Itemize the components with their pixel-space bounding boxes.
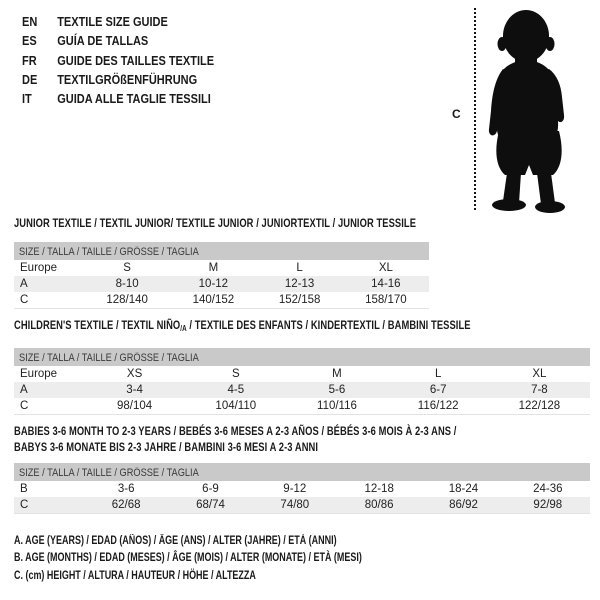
cell: 68/74 xyxy=(168,497,252,514)
size-header-label: SIZE / TALLA / TAILLE / GRÖSSE / TAGLIA xyxy=(19,246,199,258)
table-row-age xyxy=(14,276,429,292)
cell: 24-36 xyxy=(533,483,563,495)
cell: 12-13 xyxy=(257,276,343,292)
cell: 152/158 xyxy=(257,292,343,309)
cell: L xyxy=(296,262,303,274)
cell: 80/86 xyxy=(337,497,421,514)
cell: 14-16 xyxy=(343,276,429,292)
cell: 10-12 xyxy=(170,276,256,292)
row-label: Europe xyxy=(20,368,58,380)
lang-title: GUIDA ALLE TAGLIE TESSILI xyxy=(57,92,211,107)
size-header-row xyxy=(14,463,590,481)
heading-subscript: /A xyxy=(180,324,187,333)
cell: XL xyxy=(378,262,393,274)
lang-row-es xyxy=(22,32,214,51)
lang-row-fr xyxy=(22,52,214,71)
table-row-height xyxy=(14,398,590,415)
cell: 62/68 xyxy=(84,497,168,514)
size-header-row xyxy=(14,242,429,260)
cell: 3-4 xyxy=(84,382,185,398)
cell: 158/170 xyxy=(343,292,429,309)
cell: 92/98 xyxy=(506,497,590,514)
cell: 7-8 xyxy=(489,382,590,398)
row-label: C xyxy=(14,292,84,309)
row-label: A xyxy=(14,382,84,398)
heading-text: CHILDREN'S TEXTILE / TEXTIL NIÑO xyxy=(14,318,181,332)
junior-section-heading: JUNIOR TEXTILE / TEXTIL JUNIOR/ TEXTILE JUNIOR / JUNIORTEXTIL / JUNIOR TESSILE xyxy=(14,216,417,230)
lang-title: GUIDE DES TAILLES TEXTILE xyxy=(57,53,215,68)
heading-line-1: BABIES 3-6 MONTH TO 2-3 YEARS / BEBÉS 3-6 MESES A 2-3 AÑOS / BÉBÉS 3-6 MOIS À 2-3 ANS / xyxy=(14,424,457,438)
footnote-age-months: B. AGE (MONTHS) / EDAD (MESES) / ÂGE (MOIS) / ALTER (MONATE) / ETÀ (MESI) xyxy=(14,552,362,565)
lang-code: EN xyxy=(22,15,38,29)
cell: 5-6 xyxy=(286,382,387,398)
cell: 122/128 xyxy=(489,398,590,415)
cell: 3-6 xyxy=(117,483,135,495)
cell: S xyxy=(123,262,131,274)
table-row-age xyxy=(14,382,590,398)
table-row-months xyxy=(14,481,590,497)
cell: 8-10 xyxy=(84,276,170,292)
height-dotted-line xyxy=(474,8,476,210)
table-row-europe xyxy=(14,366,590,382)
cell: S xyxy=(231,368,240,380)
footnote-age-years: A. AGE (YEARS) / EDAD (AÑOS) / ÂGE (ANS) / ALTER (JAHRE) / ETÀ (ANNI) xyxy=(14,535,337,547)
cell: L xyxy=(434,368,442,380)
cell: 110/116 xyxy=(286,398,387,415)
cell: 116/122 xyxy=(388,398,489,415)
height-measure-label: C xyxy=(452,107,461,121)
lang-title: GUÍA DE TALLAS xyxy=(57,34,149,49)
language-title-block xyxy=(22,13,214,109)
lang-title: TEXTILGRÖßENFÜHRUNG xyxy=(57,72,198,87)
size-header-label: SIZE / TALLA / TAILLE / GRÖSSE / TAGLIA xyxy=(19,352,199,364)
lang-row-de xyxy=(22,71,214,90)
table-row-height xyxy=(14,292,429,309)
cell: 12-18 xyxy=(364,483,394,495)
row-label: B xyxy=(20,483,28,495)
lang-code: ES xyxy=(22,34,37,49)
cell: 74/80 xyxy=(253,497,337,514)
row-label: C xyxy=(14,398,84,415)
children-size-table xyxy=(14,348,590,415)
cell: 128/140 xyxy=(84,292,170,309)
cell: 98/104 xyxy=(84,398,185,415)
cell: 4-5 xyxy=(185,382,286,398)
lang-row-en xyxy=(22,13,214,32)
cell: M xyxy=(208,262,219,274)
lang-row-it xyxy=(22,90,214,109)
size-header-label: SIZE / TALLA / TAILLE / GRÖSSE / TAGLIA xyxy=(19,467,199,479)
cell: M xyxy=(332,368,342,380)
babies-size-table xyxy=(14,463,590,514)
heading-line-2: BABYS 3-6 MONATE BIS 2-3 JAHRE / BAMBINI 3-6 MESI A 2-3 ANNI xyxy=(14,439,319,454)
cell: 6-7 xyxy=(388,382,489,398)
footnote-height-cm: C. (cm) HEIGHT / ALTURA / HAUTEUR / HÖHE / ALTEZZA xyxy=(14,569,256,582)
cell: 6-9 xyxy=(202,483,219,495)
cell: 9-12 xyxy=(283,483,307,495)
cell: XL xyxy=(532,368,547,380)
row-label: A xyxy=(14,276,84,292)
cell: XS xyxy=(126,368,143,380)
row-label: C xyxy=(14,497,84,514)
lang-code: FR xyxy=(22,53,37,68)
baby-silhouette-icon xyxy=(487,3,595,218)
table-row-height xyxy=(14,497,590,514)
size-header-row xyxy=(14,348,590,366)
legend-footnotes xyxy=(14,533,362,585)
row-label: Europe xyxy=(20,262,58,274)
junior-size-table xyxy=(14,242,429,309)
cell: 18-24 xyxy=(448,483,479,495)
cell: 104/110 xyxy=(185,398,286,415)
lang-code: IT xyxy=(22,92,32,107)
lang-code: DE xyxy=(22,72,38,87)
cell: 86/92 xyxy=(421,497,505,514)
children-section-heading xyxy=(14,318,471,333)
heading-text: / TEXTILE DES ENFANTS / KINDERTEXTIL / BAMBINI TESSILE xyxy=(186,318,471,332)
lang-title: TEXTILE SIZE GUIDE xyxy=(57,15,168,29)
babies-section-heading xyxy=(14,424,456,455)
table-row-europe xyxy=(14,260,429,276)
cell: 140/152 xyxy=(170,292,256,309)
